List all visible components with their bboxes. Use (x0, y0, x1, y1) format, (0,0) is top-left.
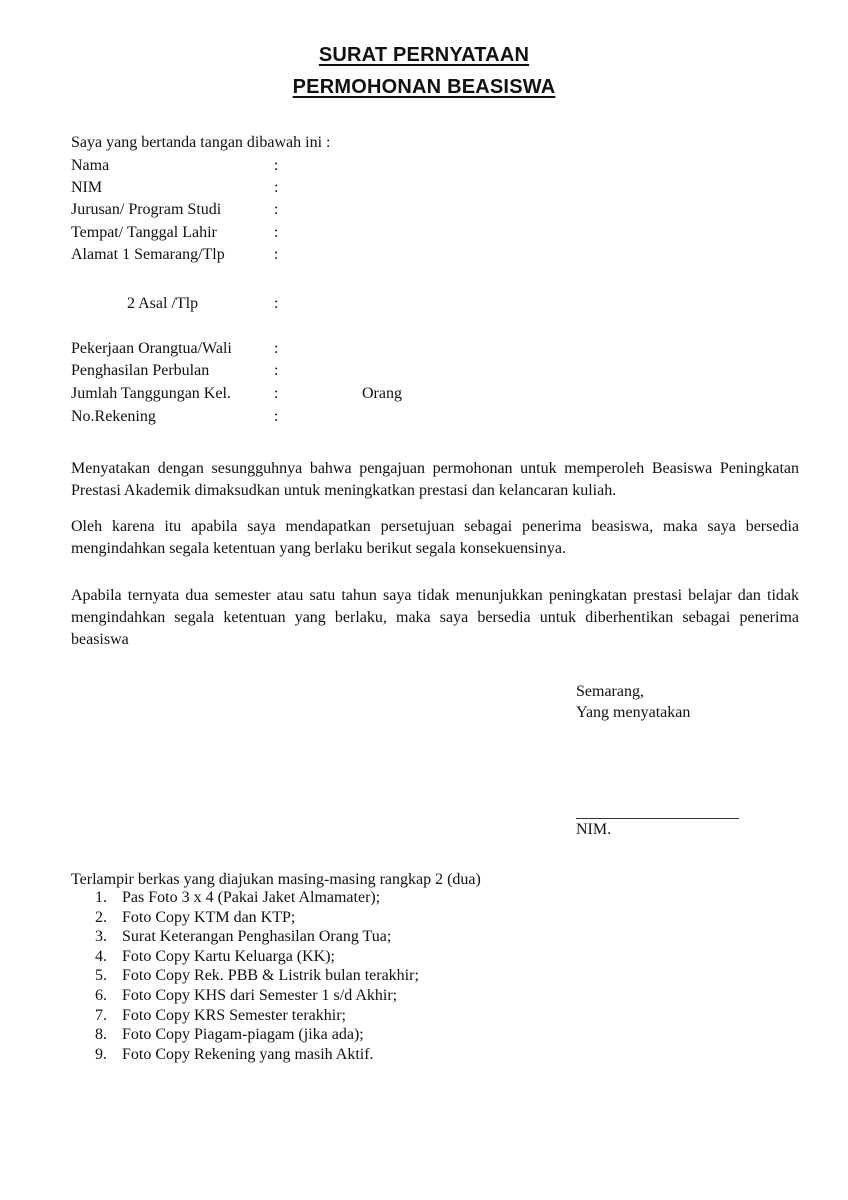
list-item-text: Foto Copy Kartu Keluarga (KK); (122, 947, 335, 965)
intro-text: Saya yang bertanda tangan dibawah ini : (71, 134, 331, 151)
list-item-number: 4. (95, 947, 107, 965)
list-item-text: Foto Copy Rek. PBB & Listrik bulan terakhir; (122, 967, 419, 985)
list-item-number: 8. (95, 1026, 107, 1044)
field-label-pekerjaan: Pekerjaan Orangtua/Wali (71, 340, 232, 357)
field-colon: : (274, 201, 279, 218)
field-colon: : (274, 246, 279, 263)
field-colon: : (274, 179, 279, 196)
field-label-alamat-semarang: Alamat 1 Semarang/Tlp (71, 246, 225, 263)
list-item-number: 9. (95, 1045, 107, 1063)
list-item (95, 947, 419, 967)
field-label-nama: Nama (71, 157, 110, 174)
list-item-number: 1. (95, 889, 107, 906)
paragraph-statement: Menyatakan dengan sesungguhnya bahwa pengajuan permohonan untuk memperoleh Beasiswa Peningkatan Prestasi Akademik dimaksudkan untuk meningkatkan prestasi dan kelancaran kuliah. (71, 460, 799, 499)
list-item-number: 3. (95, 928, 107, 946)
field-colon: : (274, 408, 279, 425)
list-item-number: 7. (95, 1006, 107, 1024)
list-item-text: Foto Copy Piagam-piagam (jika ada); (122, 1026, 364, 1044)
paragraph-consent: Oleh karena itu apabila saya mendapatkan persetujuan sebagai penerima beasiswa, maka saya bersedia mengindahkan segala ketentuan yang berlaku berikut segala konsekuensinya. (71, 518, 799, 557)
list-item-number: 5. (95, 967, 107, 985)
list-item (95, 888, 419, 908)
signature-line (576, 818, 739, 819)
list-item (95, 1025, 419, 1045)
list-item-text: Foto Copy KTM dan KTP; (122, 908, 296, 926)
list-item-text: Surat Keterangan Penghasilan Orang Tua; (122, 928, 392, 946)
list-item (95, 908, 419, 928)
field-colon: : (274, 362, 279, 379)
attachments-intro: Terlampir berkas yang diajukan masing-masing rangkap 2 (dua) (71, 871, 481, 888)
title-line-2: PERMOHONAN BEASISWA (292, 76, 556, 98)
signature-role: Yang menyatakan (576, 704, 691, 721)
field-suffix-orang: Orang (362, 385, 402, 402)
signature-nim: NIM. (576, 821, 612, 838)
field-label-alamat-asal: 2 Asal /Tlp (127, 295, 199, 312)
field-colon: : (274, 157, 279, 174)
list-item-text: Foto Copy KHS dari Semester 1 s/d Akhir; (122, 986, 398, 1004)
list-item-text: Pas Foto 3 x 4 (Pakai Jaket Almamater); (122, 889, 381, 906)
field-label-penghasilan: Penghasilan Perbulan (71, 362, 210, 379)
field-label-tanggungan: Jumlah Tanggungan Kel. (71, 385, 231, 402)
list-item (95, 927, 419, 947)
list-item (95, 1006, 419, 1026)
field-label-jurusan: Jurusan/ Program Studi (71, 201, 222, 218)
list-item-number: 6. (95, 986, 107, 1004)
list-item (95, 1045, 419, 1065)
list-item-text: Foto Copy Rekening yang masih Aktif. (122, 1045, 374, 1063)
list-item (95, 966, 419, 986)
field-colon: : (274, 340, 279, 357)
field-colon: : (274, 224, 279, 241)
signature-place: Semarang, (576, 683, 644, 700)
field-colon: : (274, 385, 279, 402)
field-label-rekening: No.Rekening (71, 408, 156, 425)
title-line-1: SURAT PERNYATAAN (318, 44, 530, 66)
paragraph-termination: Apabila ternyata dua semester atau satu tahun saya tidak menunjukkan peningkatan prestasi belajar dan tidak mengindahkan segala ketentuan yang berlaku, maka saya bersedia untuk diberhentikan sebagai penerima beasiswa (71, 587, 799, 648)
field-label-nim: NIM (71, 179, 103, 196)
field-colon: : (274, 295, 279, 312)
list-item (95, 986, 419, 1006)
attachments-list (95, 888, 419, 1064)
list-item-text: Foto Copy KRS Semester terakhir; (122, 1006, 346, 1024)
list-item-number: 2. (95, 908, 107, 926)
field-label-ttl: Tempat/ Tanggal Lahir (71, 224, 217, 241)
